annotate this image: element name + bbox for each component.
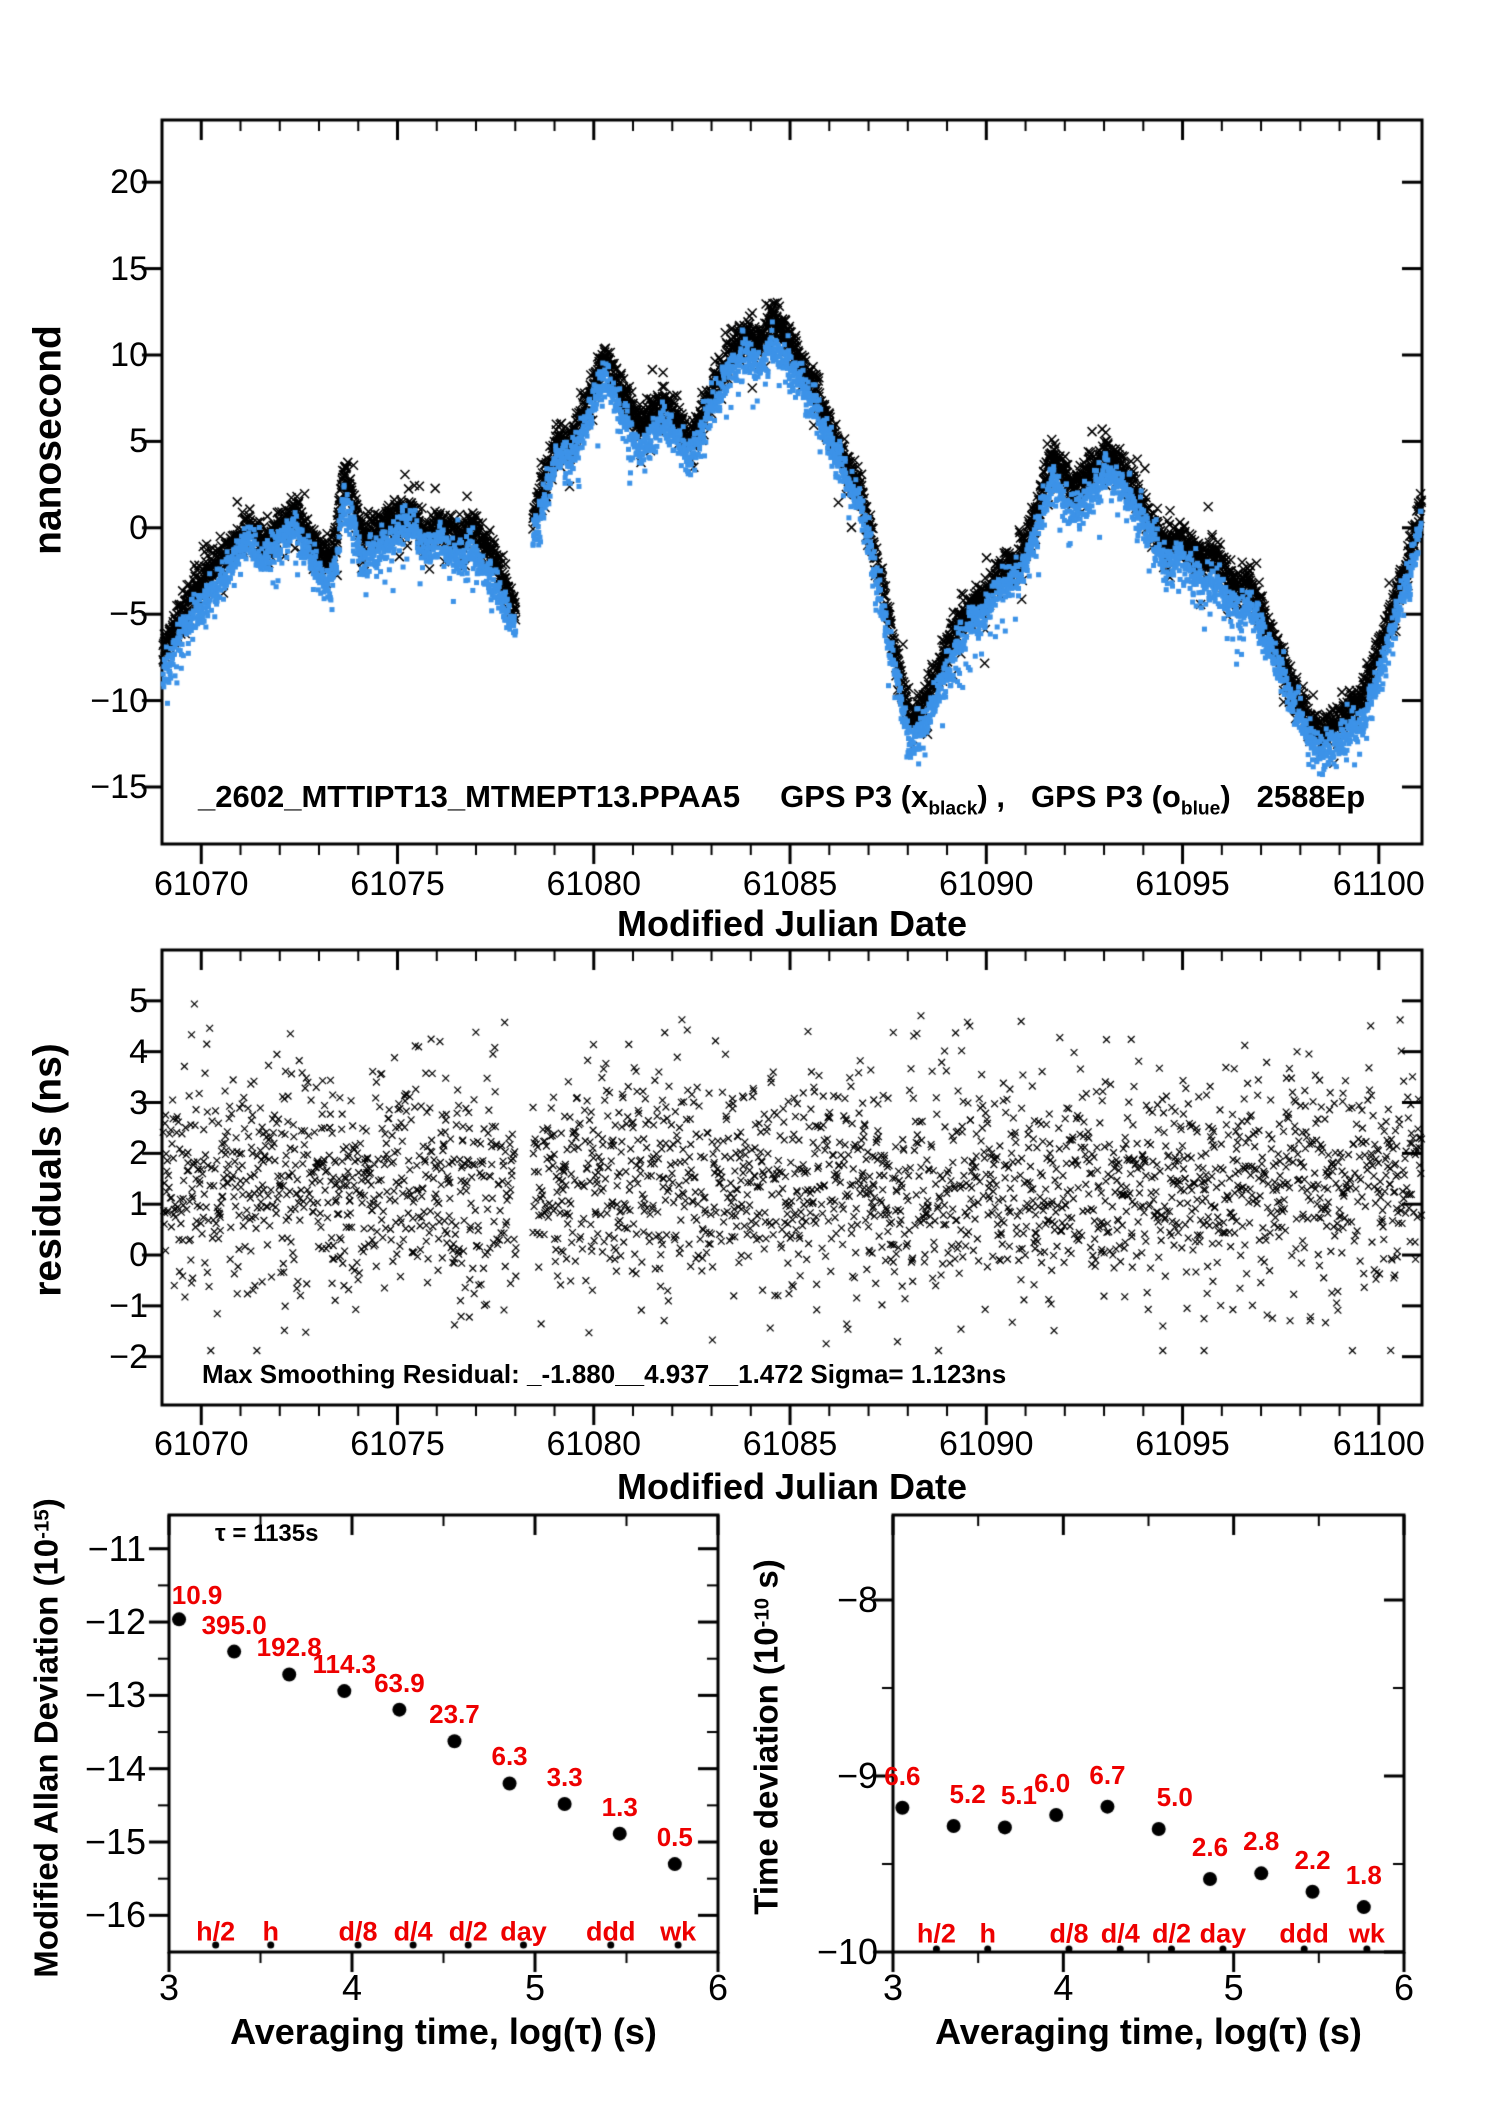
- residuals-xtick-61085: 61085: [742, 1425, 838, 1463]
- mdev-category-d/4: d/4: [393, 1916, 433, 1947]
- phase-ytick-0: 0: [129, 508, 148, 547]
- mdev-point-label-192.8: 192.8: [256, 1632, 322, 1663]
- phase-xtick-61100: 61100: [1332, 865, 1425, 903]
- mdev-ytick--14: −14: [84, 1747, 146, 1789]
- tdev-point-label-2.6: 2.6: [1191, 1831, 1229, 1862]
- residuals-xaxis-title: Modified Julian Date: [616, 1466, 968, 1507]
- mdev-ytick--11: −11: [87, 1527, 146, 1569]
- mdev-point-label-0.5: 0.5: [656, 1822, 693, 1853]
- mdev-point-label-6.3: 6.3: [491, 1741, 528, 1772]
- tdev-category-h/2: h/2: [916, 1918, 956, 1949]
- residuals-xtick-61080: 61080: [546, 1425, 642, 1463]
- phase-ytick--10: −10: [90, 681, 148, 720]
- residuals-xtick-61090: 61090: [939, 1425, 1034, 1463]
- tdev-category-ddd: ddd: [1279, 1918, 1329, 1949]
- mdev-category-h/2: h/2: [196, 1916, 236, 1947]
- phase-xtick-61090: 61090: [939, 865, 1034, 903]
- tdev-point-label-6.7: 6.7: [1089, 1759, 1126, 1790]
- mdev-point-label-23.7: 23.7: [429, 1699, 480, 1730]
- tdev-category-h: h: [979, 1918, 996, 1949]
- phase-xaxis-title: Modified Julian Date: [616, 903, 968, 944]
- residuals-ytick--2: −2: [109, 1337, 148, 1376]
- residuals-ytick-0: 0: [129, 1236, 148, 1275]
- mdev-xtick-6: 6: [707, 1967, 729, 2008]
- phase-ytick--5: −5: [109, 595, 148, 634]
- residuals-xtick-61095: 61095: [1135, 1425, 1230, 1463]
- residuals-ytick-2: 2: [129, 1134, 148, 1173]
- mdev-xaxis-title: Averaging time, log(τ) (s): [230, 2011, 657, 2052]
- mdev-point-label-10.9: 10.9: [171, 1580, 223, 1611]
- tdev-point-label-5.1: 5.1: [1000, 1780, 1037, 1811]
- tdev-point-label-5.2: 5.2: [949, 1778, 986, 1809]
- tdev-category-d/8: d/8: [1049, 1918, 1089, 1949]
- tdev-category-wk: wk: [1348, 1918, 1385, 1949]
- phase-xtick-61070: 61070: [153, 865, 249, 903]
- residuals-xtick-61100: 61100: [1332, 1425, 1425, 1463]
- phase-annotation: _2602_MTTIPT13_MTMEPT13.PPAA5 GPS P3 $(x_{black})$ , GPS P3 $(o_{blue})$ 2588Ep: [198, 779, 1366, 820]
- mdev-ytick--13: −13: [84, 1674, 146, 1716]
- tdev-xtick-5: 5: [1223, 1967, 1244, 2008]
- mdev-point-label-63.9: 63.9: [374, 1667, 425, 1698]
- mdev-yaxis-title: Modified Allan Deviation $(10^{-15})$: [27, 1498, 65, 1978]
- residuals-ytick-5: 5: [129, 981, 148, 1020]
- tdev-ytick--10: −10: [816, 1931, 878, 1972]
- tdev-ytick--8: −8: [836, 1579, 878, 1620]
- residuals-yaxis-title: residuals (ns): [26, 1043, 70, 1297]
- mdev-category-ddd: ddd: [586, 1916, 636, 1947]
- mdev-point-label-3.3: 3.3: [546, 1761, 583, 1792]
- residuals-ytick--1: −1: [109, 1286, 148, 1325]
- tdev-point-label-2.2: 2.2: [1294, 1844, 1331, 1875]
- mdev-category-day: day: [500, 1916, 547, 1947]
- mdev-ytick--12: −12: [84, 1601, 146, 1643]
- residuals-xtick-61075: 61075: [350, 1425, 445, 1463]
- mdev-xtick-3: 3: [158, 1967, 180, 2008]
- mdev-xtick-5: 5: [524, 1967, 546, 2008]
- phase-xtick-61095: 61095: [1135, 865, 1230, 903]
- tdev-yaxis-title: Time deviation ($10^{-10}$ s): [747, 1559, 785, 1915]
- phase-ytick-5: 5: [129, 422, 148, 461]
- mdev-xtick-4: 4: [341, 1967, 363, 2008]
- tdev-xtick-6: 6: [1393, 1967, 1415, 2008]
- mdev-point-label-395.0: 395.0: [201, 1609, 267, 1640]
- mdev-annotation: τ = 1135s: [215, 1520, 319, 1547]
- phase-ytick-15: 15: [110, 249, 148, 288]
- residuals-xtick-61070: 61070: [153, 1425, 249, 1463]
- tdev-point-label-6.0: 6.0: [1034, 1768, 1071, 1799]
- mdev-category-h: h: [262, 1916, 279, 1947]
- tdev-xaxis-title: Averaging time, log(τ) (s): [935, 2011, 1362, 2052]
- phase-xtick-61085: 61085: [742, 865, 838, 903]
- tdev-point-label-6.6: 6.6: [884, 1760, 921, 1791]
- tdev-category-day: day: [1199, 1918, 1247, 1949]
- mdev-ytick--15: −15: [84, 1821, 146, 1863]
- residuals-ytick-4: 4: [129, 1032, 148, 1071]
- phase-xtick-61080: 61080: [546, 865, 642, 903]
- tdev-category-d/2: d/2: [1151, 1918, 1191, 1949]
- phase-yaxis-title: nanosecond: [26, 325, 70, 555]
- tdev-point-label-2.8: 2.8: [1243, 1826, 1280, 1857]
- tdev-xtick-3: 3: [882, 1967, 904, 2008]
- phase-ytick--15: −15: [90, 767, 148, 806]
- mdev-ytick--16: −16: [84, 1894, 146, 1936]
- mdev-category-wk: wk: [660, 1916, 697, 1947]
- residuals-ytick-3: 3: [129, 1083, 148, 1122]
- mdev-category-d/8: d/8: [338, 1916, 378, 1947]
- mdev-point-label-1.3: 1.3: [601, 1791, 638, 1822]
- phase-xtick-61075: 61075: [350, 865, 445, 903]
- tdev-ytick--9: −9: [836, 1755, 878, 1796]
- tdev-point-label-5.0: 5.0: [1156, 1781, 1193, 1812]
- tdev-xtick-4: 4: [1053, 1967, 1074, 2008]
- tdev-point-label-1.8: 1.8: [1345, 1860, 1382, 1891]
- phase-ytick-20: 20: [110, 163, 148, 202]
- mdev-point-label-114.3: 114.3: [312, 1649, 377, 1680]
- phase-ytick-10: 10: [110, 335, 148, 374]
- mdev-category-d/2: d/2: [448, 1916, 488, 1947]
- tdev-category-d/4: d/4: [1100, 1918, 1140, 1949]
- residuals-annotation: Max Smoothing Residual: _-1.880__4.937__1.472 Sigma= 1.123ns: [202, 1359, 1007, 1389]
- residuals-ytick-1: 1: [129, 1185, 148, 1224]
